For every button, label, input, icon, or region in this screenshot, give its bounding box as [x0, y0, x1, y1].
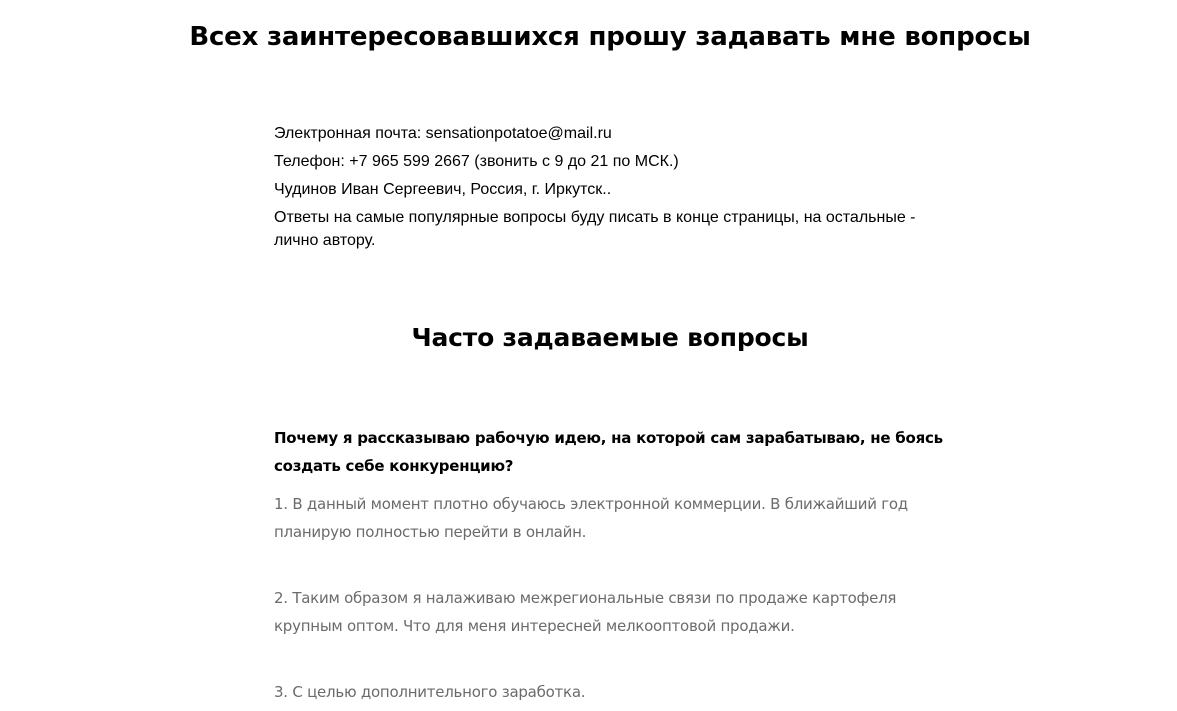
faq-block [274, 424, 954, 706]
faq-answer-1: 1. В данный момент плотно обучаюсь электронной коммерции. В ближайший год планирую полностью перейти в онлайн. [274, 495, 908, 541]
phone-line: Телефон: +7 965 599 2667 (звонить с 9 до 21 по МСК.) [274, 153, 679, 170]
contact-section-title: Всех заинтересовавшихся прошу задавать мне вопросы [189, 22, 1031, 52]
person-line: Чудинов Иван Сергеевич, Россия, г. Иркутск.. [274, 181, 612, 198]
faq-answer-3: 3. С целью дополнительного заработка. [274, 683, 586, 701]
faq-answer-2: 2. Таким образом я налаживаю межрегиональные связи по продаже картофеля крупным оптом. Что для меня интересней мелкооптовой продажи. [274, 589, 897, 635]
note-line: Ответы на самые популярные вопросы буду писать в конце страницы, на остальные - лично автору. [274, 209, 916, 249]
email-line: Электронная почта: sensationpotatoe@mail.ru [274, 125, 612, 142]
faq-section-title: Часто задаваемые вопросы [411, 323, 809, 352]
faq-question: Почему я рассказываю рабочую идею, на которой сам зарабатываю, не боясь создать себе конкуренцию? [274, 429, 943, 475]
contact-info [274, 122, 934, 257]
